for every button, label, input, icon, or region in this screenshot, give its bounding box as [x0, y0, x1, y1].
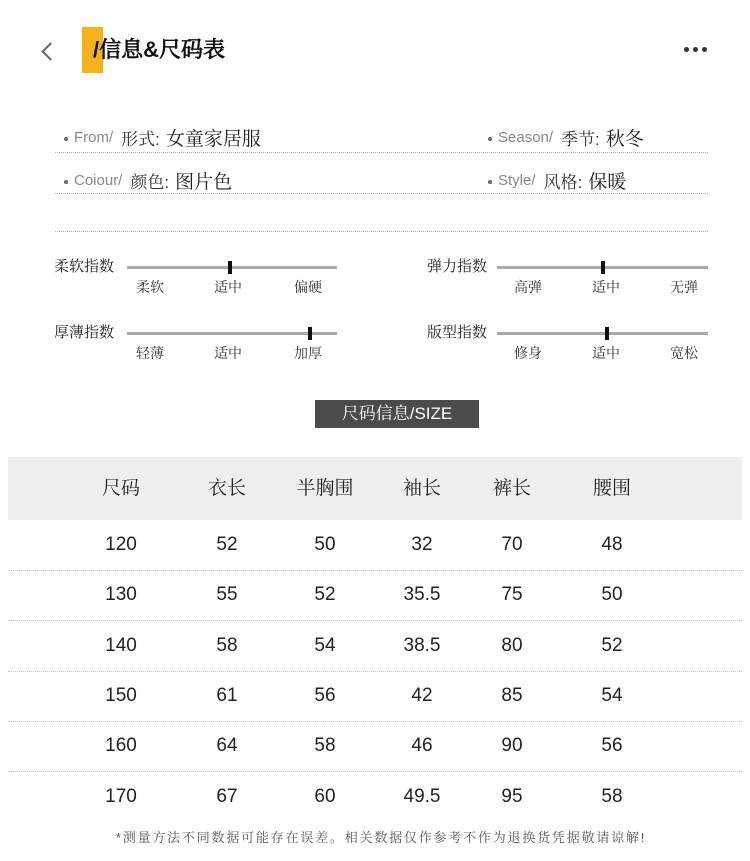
table-cell-size: 130 — [105, 584, 137, 606]
table-cell-size: 170 — [105, 785, 137, 807]
index-marker — [308, 327, 312, 340]
table-cell-waist: 48 — [601, 534, 623, 555]
column-header-size: 尺码 — [101, 478, 140, 499]
column-header-length: 衣长 — [207, 478, 246, 499]
index-level-high: 偏硬 — [294, 279, 322, 295]
table-cell-pants: 80 — [501, 634, 523, 656]
table-cell-chest: 58 — [314, 735, 336, 757]
table-cell-waist: 56 — [601, 735, 623, 757]
table-cell-pants: 70 — [501, 534, 523, 555]
dotted-divider — [55, 193, 708, 194]
table-cell-size: 140 — [105, 634, 137, 656]
index-marker — [605, 327, 609, 340]
table-cell-sleeve: 49.5 — [403, 785, 441, 807]
table-cell-size: 150 — [105, 684, 137, 706]
table-cell-sleeve: 42 — [411, 684, 433, 706]
table-cell-waist: 58 — [601, 785, 623, 807]
measurement-disclaimer: *测量方法不同数据可能存在误差。相关数据仅作参考不作为退换货凭据敬请谅解! — [115, 830, 647, 845]
table-header — [8, 457, 742, 520]
index-label: 弹力指数 — [427, 258, 488, 275]
table-row — [8, 671, 742, 722]
index-fit — [427, 324, 717, 364]
info-en-label: From/ — [74, 128, 114, 146]
index-label: 版型指数 — [427, 324, 488, 341]
table-cell-chest: 50 — [314, 534, 336, 555]
index-level-low: 修身 — [514, 345, 542, 361]
index-track — [497, 332, 708, 335]
table-row — [8, 570, 742, 621]
table-cell-waist: 52 — [601, 634, 623, 656]
info-cn-label: 形式: — [121, 129, 160, 149]
index-marker — [601, 261, 605, 274]
info-value: 女童家居服 — [165, 128, 261, 150]
info-cn-label: 风格: — [543, 172, 583, 192]
index-thickness — [54, 324, 344, 364]
table-cell-size: 160 — [105, 735, 137, 757]
index-level-low: 柔软 — [136, 279, 164, 295]
table-cell-chest: 56 — [314, 684, 336, 706]
column-header-waist: 腰围 — [592, 478, 631, 499]
table-cell-length: 64 — [216, 735, 238, 757]
table-cell-pants: 85 — [501, 684, 523, 706]
column-header-chest: 半胸围 — [296, 478, 354, 499]
index-level-high: 无弹 — [670, 279, 698, 295]
index-track — [127, 332, 337, 335]
info-from — [64, 126, 261, 148]
index-marker — [228, 261, 232, 274]
table-cell-pants: 90 — [501, 735, 523, 757]
bullet-icon — [64, 137, 68, 141]
table-row — [8, 721, 742, 772]
size-table — [8, 457, 742, 822]
index-softness — [54, 258, 344, 298]
info-value: 图片色 — [175, 171, 233, 193]
chevron-left-icon[interactable] — [41, 42, 59, 60]
table-cell-chest: 52 — [314, 584, 336, 606]
table-row — [8, 520, 742, 571]
table-row — [8, 772, 742, 822]
table-cell-length: 55 — [216, 584, 238, 606]
index-level-low: 轻薄 — [136, 345, 164, 361]
table-cell-chest: 60 — [314, 785, 336, 807]
index-level-mid: 适中 — [592, 345, 620, 361]
table-cell-waist: 54 — [601, 684, 623, 706]
size-section-banner: 尺码信息/SIZE — [315, 400, 479, 428]
index-level-high: 宽松 — [670, 345, 698, 361]
info-style — [488, 169, 626, 191]
info-en-label: Season/ — [498, 128, 554, 146]
page-title: /信息&尺码表 — [93, 37, 226, 62]
table-cell-length: 52 — [216, 534, 238, 555]
more-dots-icon[interactable] — [684, 47, 707, 52]
more-dot — [693, 47, 698, 52]
more-dot — [684, 47, 689, 52]
info-season — [488, 126, 644, 148]
table-cell-length: 61 — [216, 684, 238, 706]
column-header-pants: 裤长 — [492, 478, 531, 499]
index-level-mid: 适中 — [592, 279, 620, 295]
table-cell-sleeve: 38.5 — [403, 634, 441, 656]
bullet-icon — [64, 180, 68, 184]
index-level-mid: 适中 — [214, 345, 242, 361]
table-cell-sleeve: 35.5 — [403, 584, 441, 606]
index-label: 厚薄指数 — [54, 324, 115, 341]
index-track — [127, 266, 337, 269]
table-cell-length: 67 — [216, 785, 238, 807]
info-cn-label: 季节: — [561, 129, 600, 149]
index-level-mid: 适中 — [214, 279, 242, 295]
info-colour — [64, 169, 232, 191]
info-en-label: Coiour/ — [74, 171, 123, 189]
table-cell-pants: 75 — [501, 584, 523, 606]
table-cell-pants: 95 — [501, 785, 523, 807]
index-level-low: 高弹 — [514, 279, 542, 295]
index-track — [497, 266, 708, 269]
column-header-sleeve: 袖长 — [402, 478, 441, 499]
table-cell-sleeve: 32 — [411, 534, 433, 555]
index-elasticity — [427, 258, 717, 298]
table-cell-waist: 50 — [601, 584, 623, 606]
info-en-label: Style/ — [498, 171, 536, 189]
table-cell-chest: 54 — [314, 634, 336, 656]
dotted-divider — [55, 152, 708, 153]
index-label: 柔软指数 — [54, 258, 115, 275]
info-cn-label: 颜色: — [130, 172, 170, 192]
table-row — [8, 621, 742, 672]
info-value: 秋冬 — [605, 128, 644, 150]
more-dot — [702, 47, 707, 52]
table-cell-sleeve: 46 — [411, 735, 433, 757]
bullet-icon — [488, 180, 492, 184]
table-cell-size: 120 — [105, 534, 137, 555]
table-cell-length: 58 — [216, 634, 238, 656]
dotted-divider — [55, 231, 708, 232]
info-value: 保暖 — [588, 171, 627, 193]
bullet-icon — [488, 137, 492, 141]
index-level-high: 加厚 — [294, 345, 322, 361]
